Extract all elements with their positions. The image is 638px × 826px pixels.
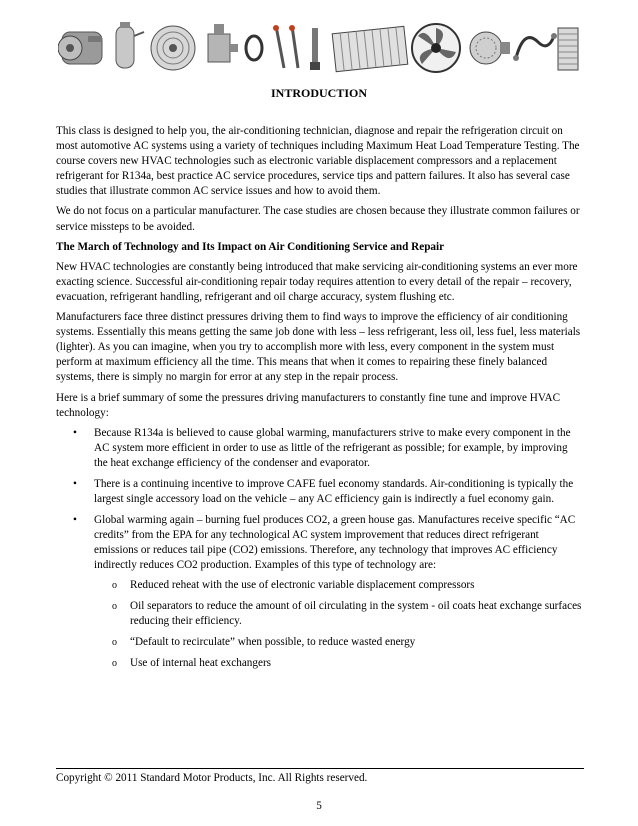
page-number: 5 — [316, 800, 322, 812]
sub-list-item — [94, 599, 584, 629]
expansion-valve-icon — [208, 24, 238, 62]
intro-paragraph-2: We do not focus on a particular manufacturer. The case studies are chosen because they illustrate common failures or service missteps to be avoided. — [56, 205, 580, 233]
sub-list-item-text: Use of internal heat exchangers — [130, 656, 272, 669]
page-title: INTRODUCTION — [270, 86, 367, 100]
intro-paragraph-1: This class is designed to help you, the air-conditioning technician, diagnose and repair the refrigeration circuit on most automotive AC systems using a variety of techniques including Maximum Heat Load Temperature Testing. The course covers new HVAC technologies such as electronic variable displacement compressors and a replacement refrigerant for R134a, best practice AC service procedures, service tips and pattern failures. It also has several case studies that illustrate common AC service issues and how to avoid them. — [56, 125, 580, 198]
accumulator-icon — [116, 22, 144, 68]
copyright-footer: Copyright © 2011 Standard Motor Products, Inc. All Rights reserved. — [56, 772, 368, 784]
paragraph-pressures: Manufacturers face three distinct pressures driving them to find ways to improve the efficiency of air conditioning systems. Essentially this means getting the same job done with less – less refrigerant, less oil, less fuel, less materials (lighter). As you can imagine, when you try to accomplish more with less, every component in the system must perform at maximum efficiency all the time. This means that when it comes to repairing these finely balanced systems, there is simply no margin for error at any step in the repair process. — [56, 311, 581, 384]
bullet-marker: • — [73, 426, 77, 439]
footer-divider — [56, 768, 584, 769]
paragraph-technologies: New HVAC technologies are constantly being introduced that make servicing air-conditioning systems an ever more exacting science. Successful air-conditioning repair today requires attention to every detail of the repair – recovery, evacuation, refrigerant handling, refrigerant and oil charge accuracy, system flushing etc. — [56, 260, 578, 303]
sub-bullet-marker: o — [112, 636, 117, 648]
sub-list-item-text: “Default to recirculate” when possible, to reduce wasted energy — [130, 635, 416, 648]
list-item-text: Global warming again – burning fuel produces CO2, a green house gas. Manufactures receive specific “AC credits” from the EPA for any technological AC system improvement that reduces direct refrigerant emissions or reduces tail pipe (CO2) emissions. Therefore, any technology that improves AC efficiency indirectly reduces CO2 production. Examples of this type of technology are: — [94, 514, 576, 572]
sub-list-item — [94, 656, 584, 671]
blower-motor-icon — [470, 32, 510, 64]
sub-list-item-text: Reduced reheat with the use of electronic variable displacement compressors — [130, 578, 475, 591]
bullet-marker: • — [73, 514, 77, 527]
condenser-fan-icon — [151, 26, 195, 70]
sub-bullet-marker: o — [112, 579, 117, 591]
compressor-icon — [58, 32, 102, 64]
list-item-text: Because R134a is believed to cause global warming, manufacturers strive to make every component in the AC system more efficient in order to use as little of the refrigerant as possible; for example, by improving the heat exchange efficiency of the condenser and evaporator. — [94, 426, 571, 469]
sub-list-item — [94, 635, 584, 650]
sub-list-item — [94, 578, 584, 593]
sub-bullet-marker: o — [112, 657, 117, 669]
condenser-icon — [332, 26, 408, 71]
bullet-marker: • — [73, 477, 77, 490]
hose-assembly-icon — [513, 33, 557, 61]
section-heading: The March of Technology and Its Impact on Air Conditioning Service and Repair — [56, 240, 445, 253]
sub-bullet-marker: o — [112, 600, 117, 612]
list-item — [56, 477, 584, 507]
list-item-text: There is a continuing incentive to improve CAFE fuel economy standards. Air-conditioning is typically the largest single accessory load on the vehicle – any AC efficiency gain is indirectly a fuel economy gain. — [94, 477, 574, 506]
evaporator-icon — [558, 28, 578, 70]
document-body — [56, 124, 584, 677]
list-item — [56, 426, 584, 471]
sub-list-item-text: Oil separators to reduce the amount of oil circulating in the system - oil coats heat exchange surfaces reducing their efficiency. — [130, 599, 582, 627]
hose-fitting-icon — [310, 28, 320, 70]
pressure-list — [56, 426, 584, 671]
paragraph-summary: Here is a brief summary of some the pressures driving manufacturers to constantly fine tune and improve HVAC technology: — [56, 391, 561, 419]
o-ring-icon — [246, 36, 262, 60]
cooling-fan-icon — [412, 24, 460, 72]
technology-examples-list — [94, 578, 584, 671]
ac-parts-banner — [58, 18, 580, 78]
list-item — [56, 513, 584, 671]
sensor-probe-icon — [273, 25, 298, 68]
